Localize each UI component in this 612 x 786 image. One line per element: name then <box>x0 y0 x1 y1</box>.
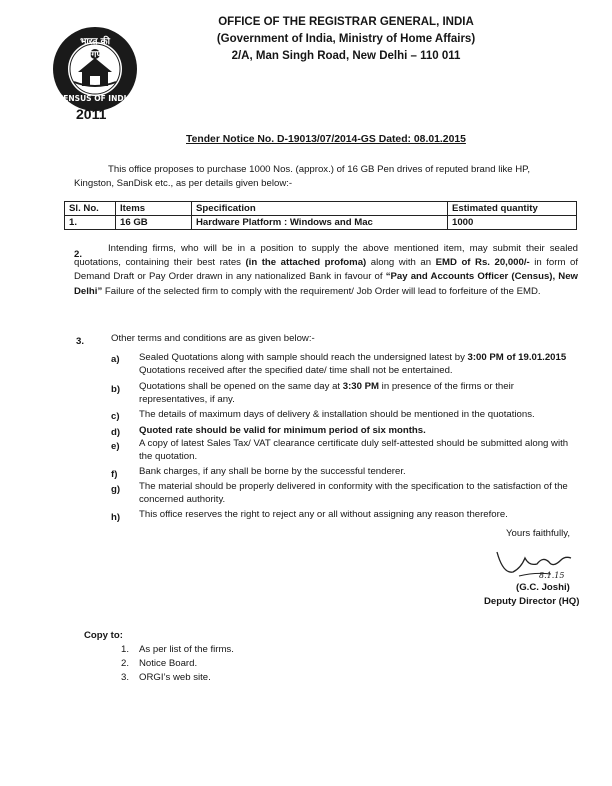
term-b-text-1: Quotations shall be opened on the same day at <box>139 381 343 392</box>
closing-text: Yours faithfully, <box>506 528 570 539</box>
census-emblem <box>50 24 140 116</box>
notice-title: Tender Notice No. D-19013/07/2014-GS Dated: 08.01.2015 <box>186 134 466 145</box>
term-b-text <box>139 380 579 406</box>
term-a-deadline: 3:00 PM of 19.01.2015 <box>467 352 567 363</box>
para2-text-5: in form of Demand Draft or Pay Order drawn in any nationalized Bank in favour of <box>74 257 578 283</box>
term-c-label: c) <box>111 411 120 422</box>
table-header-row <box>65 202 577 216</box>
specification-table <box>64 201 577 230</box>
copy-to-number-2: 2. <box>121 658 130 669</box>
copy-to-item-3: ORGI’s web site. <box>139 672 211 683</box>
cell-items: 16 GB <box>116 216 192 230</box>
term-d-text: Quoted rate should be valid for minimum period of six months. <box>139 425 426 436</box>
para2-text-2: (in the attached profoma) <box>245 257 367 269</box>
intro-line-1: This office proposes to purchase 1000 Nos. (approx.) of 16 GB Pen drives of reputed brand like HP, <box>108 164 531 175</box>
term-g-text: The material should be properly delivered in conformity with the specification to the satisfaction of the concerned authority. <box>139 481 568 506</box>
signatory-name: (G.C. Joshi) <box>516 582 570 593</box>
emblem-top-text: भारत की जनगणना <box>79 37 111 60</box>
header-sl-no: Sl. No. <box>65 202 116 216</box>
signatory-designation: Deputy Director (HQ) <box>484 596 580 607</box>
copy-to-number-3: 3. <box>121 672 130 683</box>
signature-date: 8.1.15 <box>539 571 565 580</box>
para2-text-3: along with an <box>366 257 436 269</box>
intro-line-2: Kingston, SanDisk etc., as per details given below:- <box>74 178 293 189</box>
term-a-text-1: Sealed Quotations along with sample should reach the undersigned latest by <box>139 352 468 363</box>
office-header <box>196 14 496 65</box>
header-line-3: 2/A, Man Singh Road, New Delhi – 110 011 <box>231 50 461 62</box>
term-a-text-3: Quotations received after the specified date/ time shall not be entertained. <box>139 365 453 377</box>
header-specification: Specification <box>192 202 448 216</box>
term-f-label: f) <box>111 469 118 480</box>
header-line-1: OFFICE OF THE REGISTRAR GENERAL, INDIA <box>218 16 474 28</box>
para2-text <box>74 242 578 299</box>
term-e-text: A copy of latest Sales Tax/ VAT clearance certificate duly self-attested should be submitted along with the quotation. <box>139 438 569 463</box>
para2-text-7: Failure of the selected firm to comply with the requirement/ Job Order will lead to forfeiture of the EMD. <box>102 285 541 297</box>
table-row <box>65 216 577 230</box>
cell-sl-no: 1. <box>65 216 116 230</box>
term-f-text: Bank charges, if any shall be borne by the successful tenderer. <box>139 466 406 477</box>
term-b-time: 3:30 PM <box>342 381 380 392</box>
term-h-label: h) <box>111 512 121 523</box>
header-line-2: (Government of India, Ministry of Home Affairs) <box>216 33 476 45</box>
copy-to-number-1: 1. <box>121 644 130 655</box>
term-h-text: This office reserves the right to reject any or all without assigning any reason therefore. <box>139 509 508 520</box>
para3-number: 3. <box>76 336 85 347</box>
term-a-text <box>139 351 579 377</box>
term-b-text-3: in presence of the firms or their representatives, if any. <box>139 381 514 406</box>
term-c-text: The details of maximum days of delivery & installation should be mentioned in the quotations. <box>139 409 535 420</box>
para2-emd: EMD of Rs. 20,000/- <box>435 257 530 269</box>
cell-quantity: 1000 <box>448 216 577 230</box>
header-items: Items <box>116 202 192 216</box>
header-estimated-quantity: Estimated quantity <box>448 202 577 216</box>
para2-payee: “Pay and Accounts Officer (Census), New Delhi” <box>74 271 579 297</box>
copy-to-item-1: As per list of the firms. <box>139 644 234 655</box>
emblem-bottom-text: CENSUS OF INDIA <box>57 94 133 103</box>
cell-specification: Hardware Platform : Windows and Mac <box>192 216 448 230</box>
term-a-label: a) <box>111 354 120 365</box>
para2-number: 2. <box>74 249 83 260</box>
term-g-label: g) <box>111 484 121 495</box>
para3-intro: Other terms and conditions are as given below:- <box>111 333 315 344</box>
term-d-label: d) <box>111 427 121 438</box>
term-e-label: e) <box>111 441 120 452</box>
term-b-label: b) <box>111 384 121 395</box>
copy-to-item-2: Notice Board. <box>139 658 198 669</box>
census-year: 2011 <box>76 106 107 122</box>
para2-text-1: Intending firms, who will be in a position to supply the above mentioned item, may submit their sealed quotations, containing their best rates <box>74 243 578 269</box>
copy-to-heading: Copy to: <box>84 630 123 641</box>
